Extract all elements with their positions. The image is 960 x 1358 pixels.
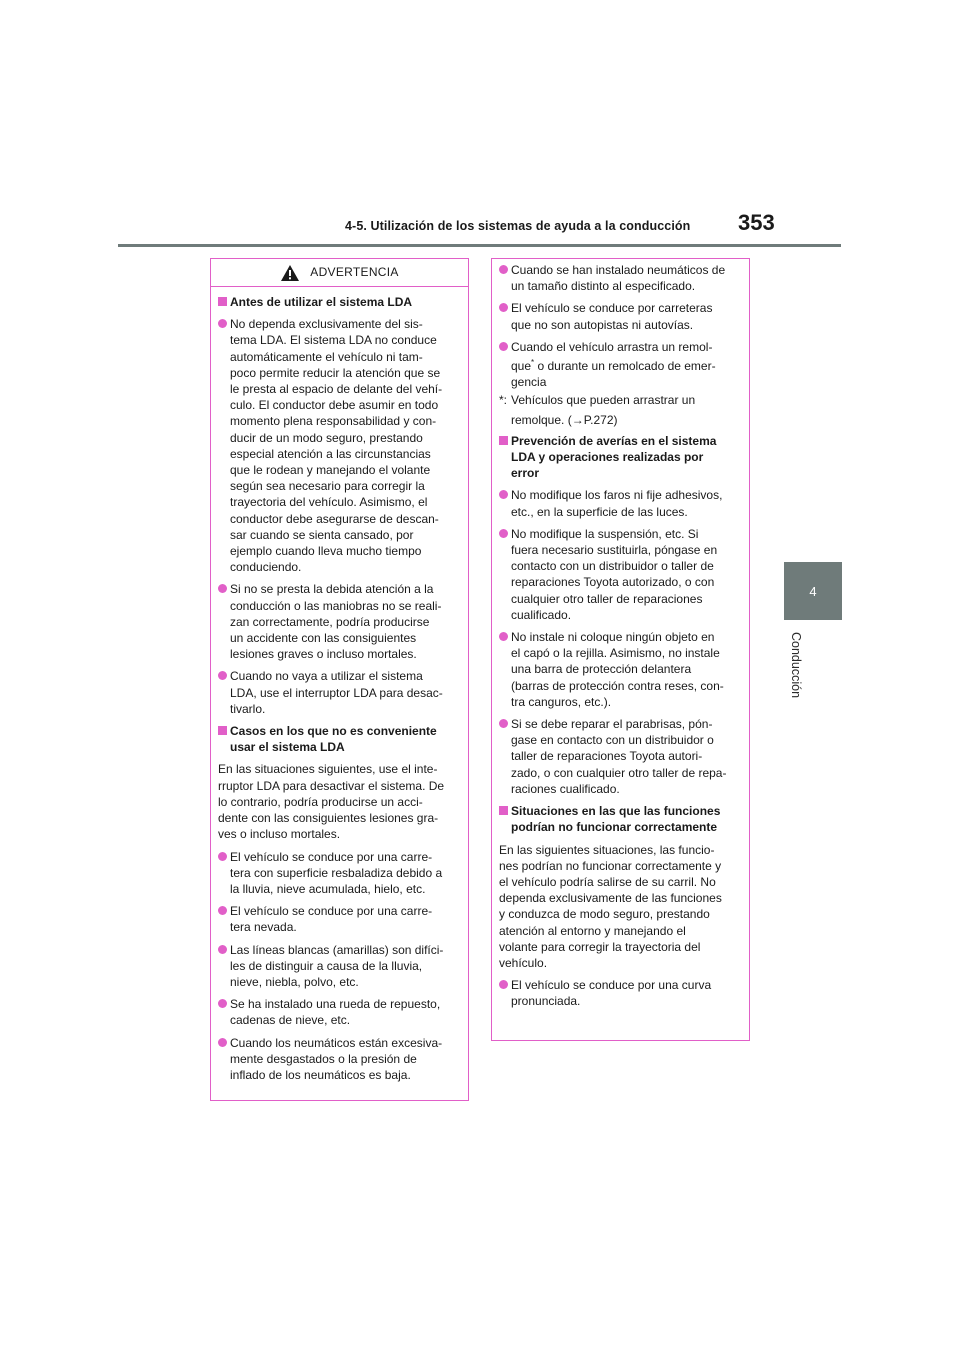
page-number: 353 (738, 210, 775, 235)
page-reference: remolque. (→P.272) (511, 412, 618, 427)
section-heading: Prevención de averías en el sistema LDA y operaciones realizadas por error (499, 433, 742, 482)
list-item: El vehículo se conduce por carreteras que no son autopistas ni autovías. (499, 300, 742, 332)
list-item: El vehículo se conduce por una curva pronunciada. (499, 977, 742, 1009)
warning-box-right (491, 258, 750, 1041)
warning-box-left (210, 258, 469, 1101)
list-item: Cuando el vehículo arrastra un remol- que* o durante un remolcado de emer- gencia (499, 339, 742, 391)
list-item: Se ha instalado una rueda de repuesto, cadenas de nieve, etc. (218, 996, 461, 1028)
list-item: Cuando los neumáticos están excesiva- mente desgastados o la presión de inflado de los neumáticos es baja. (218, 1035, 461, 1084)
footnote: *: Vehículos que pueden arrastrar un remolque. (→P.272) (499, 393, 696, 427)
paragraph: En las siguientes situaciones, las funcio- nes podrían no funcionar correctamente y el vehículo podría salirse de su carril. No dependa exclusivamente de las funciones y conduzca de modo seguro, prestando atención al entorno y manejando el volante para corregir la trayectoria del vehículo. (499, 842, 722, 970)
list-item: Cuando se han instalado neumáticos de un tamaño distinto al especificado. (499, 262, 742, 294)
footnote-mark: *: (499, 393, 508, 408)
section-title: 4-5. Utilización de los sistemas de ayuda a la conducción (345, 219, 691, 233)
chapter-label: Conducción (789, 632, 803, 699)
list-item: No modifique la suspensión, etc. Si fuera necesario sustituirla, póngase en contacto con un distribuidor o taller de reparaciones Toyota autorizado, o con cualquier otro taller de reparaciones cualificado. (499, 526, 742, 623)
section-heading: Casos en los que no es conveniente usar el sistema LDA (218, 723, 461, 755)
footnote-marker: * (531, 358, 535, 368)
header-rule (118, 244, 841, 247)
chapter-number: 4 (809, 583, 817, 599)
list-item: Las líneas blancas (amarillas) son difíci- les de distinguir a causa de la lluvia, nieve, niebla, polvo, etc. (218, 942, 461, 991)
chapter-tab (784, 562, 842, 620)
list-item: Si se debe reparar el parabrisas, pón- gase en contacto con un distribuidor o taller de reparaciones Toyota autori- zado, o con cualquier otro taller de repa- raciones cualificado. (499, 716, 742, 797)
section-heading: Antes de utilizar el sistema LDA (218, 294, 461, 310)
section-heading: Situaciones en las que las funciones podrían no funcionar correctamente (499, 803, 742, 835)
list-item: El vehículo se conduce por una carre- tera con superficie resbaladiza debido a la lluvia, nieve acumulada, hielo, etc. (218, 849, 461, 898)
warning-header (211, 259, 468, 287)
list-item: No dependa exclusivamente del sis- tema LDA. El sistema LDA no conduce automáticamente el vehículo ni tam- poco permite reducir la atención que se le presta al espacio de delante del vehí- culo. El conductor debe asumir en todo momento plena responsabilidad y con- ducir de un modo seguro, prestando especial atención a las circunstancias que le rodean y manejando el volante según sea necesario para corregir la trayectoria del vehículo. Asimismo, el conductor debe asegurarse de descan- sar cuando se sienta cansado, por ejemplo cuando lleva mucho tiempo conduciendo. (218, 316, 461, 575)
warning-title: ADVERTENCIA (310, 265, 399, 280)
list-item: Si no se presta la debida atención a la conducción o las maniobras no se reali- zan correctamente, podría producirse un accidente con las consiguientes lesiones graves o incluso mortales. (218, 581, 461, 662)
paragraph: En las situaciones siguientes, use el inte- rruptor LDA para desactivar el sistema. De lo contrario, podría producirse un acci- dente con las consiguientes lesiones gra- ves o incluso mortales. (218, 762, 445, 842)
list-item: No instale ni coloque ningún objeto en el capó o la rejilla. Asimismo, no instale una barra de protección delantera (barras de protección contra reses, con- tra canguros, etc.). (499, 629, 742, 710)
warning-triangle-icon (280, 264, 300, 282)
list-item: No modifique los faros ni fije adhesivos, etc., en la superficie de las luces. (499, 487, 742, 519)
list-item: Cuando no vaya a utilizar el sistema LDA, use el interruptor LDA para desac- tivarlo. (218, 668, 461, 717)
list-item: El vehículo se conduce por una carre- tera nevada. (218, 903, 461, 935)
